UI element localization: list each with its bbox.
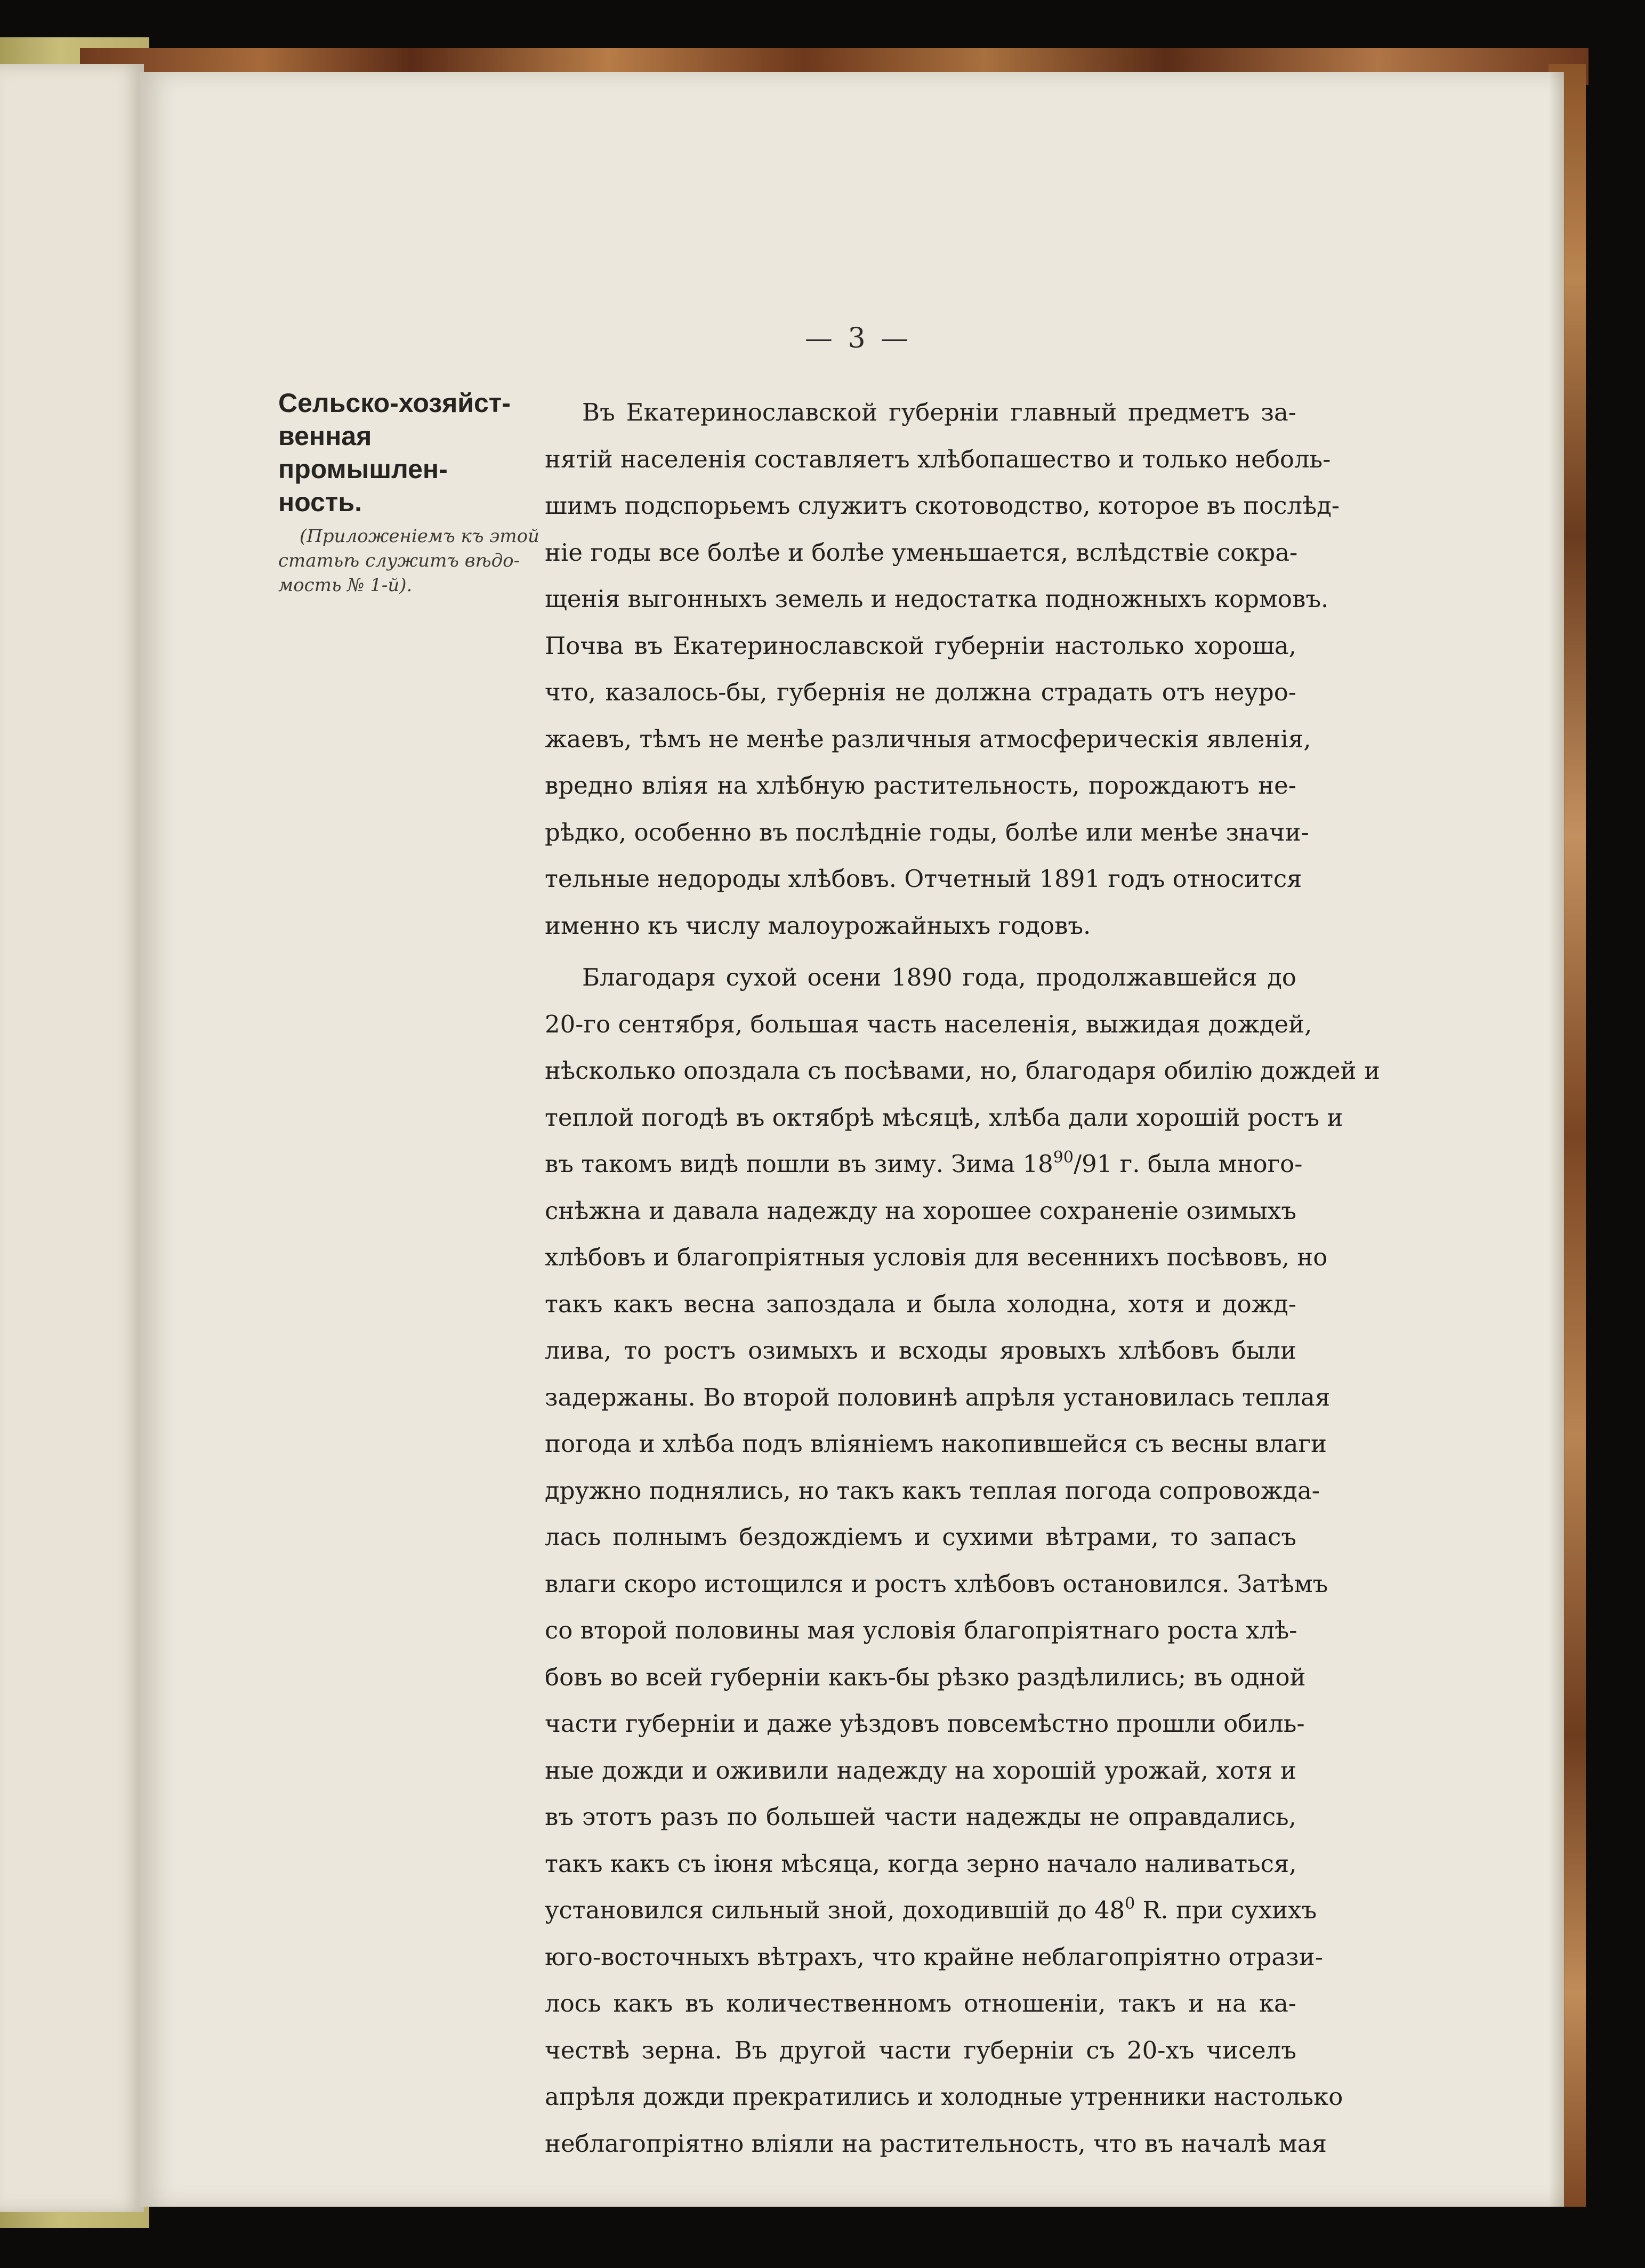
text-line: апрѣля дожди прекратились и холодные утренники настолько — [545, 2083, 1343, 2111]
text-segment: въ такомъ видѣ пошли въ зиму. Зима 18 — [545, 1150, 1053, 1178]
left-page-leaf — [0, 64, 144, 2212]
text-line: бовъ во всей губерніи какъ-бы рѣзко раздѣлились; въ одной — [545, 1662, 1306, 1691]
text-line: влаги скоро истощился и ростъ хлѣбовъ остановился. Затѣмъ — [545, 1569, 1328, 1598]
text-line: Почва въ Екатеринославской губерніи настолько хороша, — [545, 631, 1296, 660]
superscript-year: 90 — [1053, 1148, 1074, 1167]
text-line: нѣсколько опоздала съ посѣвами, но, благодаря обилію дождей и — [545, 1056, 1380, 1085]
text-line: ніе годы все болѣе и болѣе уменьшается, вслѣдствіе сокра- — [545, 538, 1298, 567]
text-line: такъ какъ весна запоздала и была холодна, хотя и дожд- — [545, 1289, 1296, 1318]
text-line-with-year-fraction — [545, 1141, 1303, 1188]
text-line: ные дожди и оживили надежду на хорошій урожай, хотя и — [545, 1756, 1296, 1785]
text-line: дружно поднялись, но такъ какъ теплая погода сопровожда- — [545, 1476, 1320, 1505]
text-line: жаевъ, тѣмъ не менѣе различныя атмосферическія явленія, — [545, 724, 1311, 753]
section-heading — [278, 386, 539, 519]
text-line: задержаны. Во второй половинѣ апрѣля установилась теплая — [545, 1383, 1330, 1411]
appendix-reference-line: (Приложеніемъ къ этой — [300, 526, 539, 547]
text-segment: R. при сухихъ — [1135, 1896, 1317, 1924]
text-line: снѣжна и давала надежду на хорошее сохраненіе озимыхъ — [545, 1196, 1296, 1225]
text-line: вредно вліяя на хлѣбную растительность, порождаютъ не- — [545, 771, 1296, 800]
appendix-reference-line: статьѣ служитъ вѣдо- — [278, 550, 520, 571]
paragraph — [545, 954, 1380, 2167]
text-line: чествѣ зерна. Въ другой части губерніи съ 20-хъ чиселъ — [545, 2036, 1296, 2064]
text-line: нятій населенія составляетъ хлѣбопашество и только неболь- — [545, 445, 1331, 473]
page-edge-shadow — [1549, 72, 1565, 2207]
text-line: теплой погодѣ въ октябрѣ мѣсяцѣ, хлѣба дали хорошій ростъ и — [545, 1103, 1343, 1132]
text-line: погода и хлѣба подъ вліяніемъ накопившейся съ весны влаги — [545, 1430, 1327, 1458]
text-line-with-degree — [545, 1887, 1317, 1934]
page-number: — 3 — — [804, 322, 912, 354]
text-line: Благодаря сухой осени 1890 года, продолжавшейся до — [582, 963, 1296, 991]
text-line: такъ какъ съ іюня мѣсяца, когда зерно начало наливаться, — [545, 1849, 1297, 1878]
text-line: 20-го сентября, большая часть населенія, выжидая дождей, — [545, 1010, 1312, 1038]
text-line: лось какъ въ количественномъ отношеніи, такъ и на ка- — [545, 1989, 1296, 2017]
text-line: тельные недороды хлѣбовъ. Отчетный 1891 годъ относится — [545, 865, 1302, 893]
text-line: со второй половины мая условія благопріятнаго роста хлѣ- — [545, 1616, 1297, 1644]
appendix-reference — [278, 524, 539, 598]
body-text — [545, 389, 1380, 2167]
section-heading-line: венная промышлен- — [278, 421, 448, 484]
text-segment: установился сильный зной, доходившій до 48 — [545, 1896, 1125, 1924]
superscript-degree: 0 — [1125, 1894, 1135, 1913]
margin-note — [278, 386, 539, 598]
text-line: лива, то ростъ озимыхъ и всходы яровыхъ хлѣбовъ были — [545, 1336, 1296, 1365]
text-line: хлѣбовъ и благопріятныя условія для весеннихъ посѣвовъ, но — [545, 1243, 1328, 1271]
section-heading-line: ность. — [278, 487, 362, 517]
text-line: лась полнымъ бездождіемъ и сухими вѣтрами, то запасъ — [545, 1523, 1296, 1551]
text-line: именно къ числу малоурожайныхъ годовъ. — [545, 911, 1091, 940]
text-line: что, казалось-бы, губернія не должна страдать отъ неуро- — [545, 678, 1296, 706]
text-line: шимъ подспорьемъ служитъ скотоводство, которое въ послѣд- — [545, 491, 1340, 520]
section-heading-line: Сельско-хозяйст- — [278, 388, 511, 418]
text-line: юго-восточныхъ вѣтрахъ, что крайне неблагопріятно отрази- — [545, 1942, 1323, 1971]
text-line: Въ Екатеринославской губерніи главный предметъ за- — [582, 398, 1296, 426]
paragraph — [545, 389, 1340, 949]
appendix-reference-line: мость № 1-й). — [278, 575, 413, 596]
text-line: щенія выгонныхъ земель и недостатка подножныхъ кормовъ. — [545, 585, 1329, 613]
text-line: рѣдко, особенно въ послѣдніе годы, болѣе или менѣе значи- — [545, 818, 1309, 846]
text-segment: /91 г. была много- — [1073, 1150, 1303, 1178]
text-line: въ этотъ разъ по большей части надежды не оправдались, — [545, 1803, 1296, 1831]
text-line: неблагопріятно вліяли на растительность, что въ началѣ мая — [545, 2129, 1327, 2158]
text-line: части губерніи и даже уѣздовъ повсемѣстно прошли обиль- — [545, 1709, 1305, 1738]
